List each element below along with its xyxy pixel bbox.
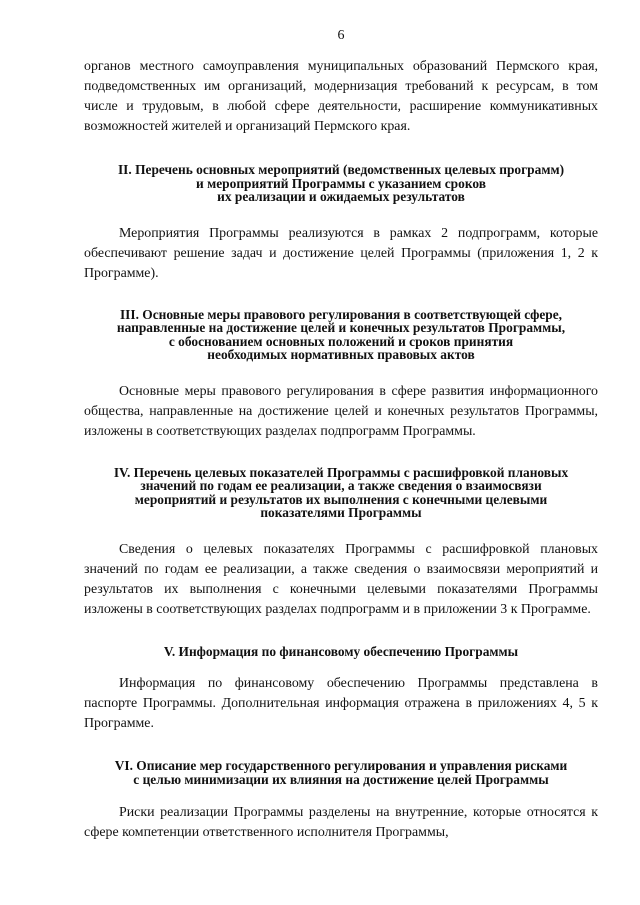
section-6-heading xyxy=(84,759,598,786)
section-4-heading-line: значений по годам ее реализации, а также сведения о взаимосвязи xyxy=(140,478,542,493)
section-2-heading-line: II. Перечень основных мероприятий (ведомственных целевых программ) xyxy=(117,162,565,177)
section-4-heading-line: мероприятий и результатов их выполнения с конечными целевыми xyxy=(134,491,548,507)
section-3-heading-line: с обоснованием основных положений и сроков принятия xyxy=(168,333,514,349)
section-4-paragraph: Сведения о целевых показателях Программы с расшифровкой плановых значений по годам ее реализации, а также сведения о взаимосвязи мероприятий и результатов их выполнения с конечными целевыми показателями Программы изложены в соответствующих разделах подпрограмм и в приложении 3 к Программе. xyxy=(84,541,598,617)
section-3-heading-line: III. Основные меры правового регулирования в соответствующей сфере, xyxy=(119,306,563,322)
section-6-heading-line: VI. Описание мер государственного регулирования и управления рисками xyxy=(114,758,568,773)
section-2-heading xyxy=(84,163,598,204)
section-3-heading-line: направленные на достижение целей и конечных результатов Программы, xyxy=(116,320,566,335)
section-4-heading xyxy=(84,466,598,520)
section-6-paragraph: Риски реализации Программы разделены на внутренние, которые относятся к сфере компетенции ответственного исполнителя Программы, xyxy=(84,805,598,840)
page-number: 6 xyxy=(337,28,345,43)
intro-paragraph: органов местного самоуправления муниципальных образований Пермского края, подведомственных им организаций, модернизация требований к ресурсам, в том числе и трудовым, в любой сфере деятельности, расширение коммуникативных возможностей жителей и организаций Пермского края. xyxy=(84,59,598,134)
section-6-heading-line: с целью минимизации их влияния на достижение целей Программы xyxy=(133,771,549,787)
section-2-heading-line: и мероприятий Программы с указанием сроков xyxy=(196,175,486,191)
section-4-heading-line: IV. Перечень целевых показателей Программы с расшифровкой плановых xyxy=(113,464,569,480)
section-2-paragraph: Мероприятия Программы реализуются в рамках 2 подпрограмм, которые обеспечивают решение задач и достижение целей Программы (приложения 1, 2 к Программе). xyxy=(84,225,598,281)
page-content xyxy=(84,57,598,843)
section-3-heading xyxy=(84,308,598,362)
section-5-heading xyxy=(84,645,598,659)
section-4-heading-line: показателями Программы xyxy=(260,505,422,520)
section-2-heading-line: их реализации и ожидаемых результатов xyxy=(217,189,465,204)
section-3-paragraph: Основные меры правового регулирования в сфере развития информационного общества, направленные на достижение целей и конечных результатов Программы, изложены в соответствующих разделах подпрограмм Программы. xyxy=(84,383,598,439)
section-3-heading-line: необходимых нормативных правовых актов xyxy=(207,347,475,362)
section-5-paragraph: Информация по финансовому обеспечению Программы представлена в паспорте Программы. Дополнительная информация отражена в приложениях 4, 5 к Программе. xyxy=(84,676,598,731)
section-5-heading-line: V. Информация по финансовому обеспечению Программы xyxy=(163,643,519,659)
